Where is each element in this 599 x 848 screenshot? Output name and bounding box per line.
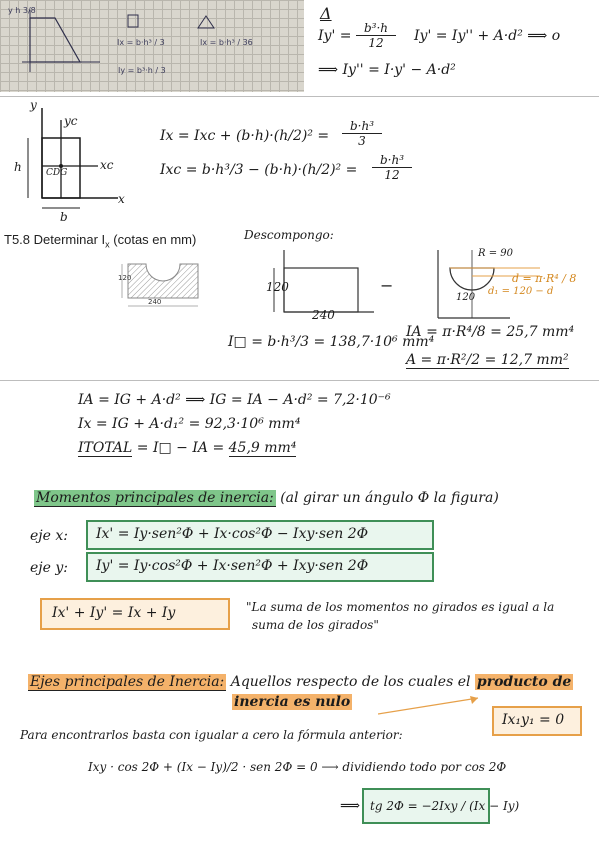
ixc-frac-num: b·h³ [372,153,412,168]
axis-xc-label: xc [100,158,114,172]
d1-label: d₁ = 120 − d [488,286,554,297]
tg-formula: tg 2Φ = −2Ixy / (Ix − Iy) [370,799,520,813]
u-dim-width: 240 [148,298,162,306]
divider-2 [0,380,599,381]
axis-y-caption: eje y: [30,560,68,576]
arrow-to-box [378,690,488,720]
height-label: h [14,160,22,174]
ixy-zero-box [492,706,582,736]
ix-rect-result: I□ = b·h³/3 = 138,7·10⁶ mm⁴ [228,334,435,350]
ix-steiner-equation: Ix = Ixc + (b·h)·(h/2)² = [160,128,330,144]
ia-result: IA = π·R⁴/8 = 25,7 mm⁴ [406,324,575,340]
problem-title-rest: (cotas en mm) [109,232,197,247]
axis-x-caption: eje x: [30,528,68,544]
axes-desc-2: inercia es nulo [234,694,351,710]
axis-yc-label: yc [64,114,78,128]
problem-title-sub: x [105,239,110,250]
result-line-2: Ix = IG + A·d₁² = 92,3·10⁶ mm⁴ [78,416,301,432]
problem-title-main: T5.8 Determinar I [4,232,106,247]
cdg-label: CDG [46,168,68,178]
photo-line-3: Ix = b·h³ / 36 [200,38,253,47]
ix-fraction [342,119,382,148]
sum-note-1: "La suma de los momentos no girados es igual a la [246,600,555,614]
sum-box [40,598,230,630]
u-dim-height: 120 [118,274,132,282]
iy-double-prime: ⟹ Iy'' = I·y' − A·d² [318,62,456,78]
axis-y-label: y [30,98,37,112]
ix-frac-num: b·h³ [342,119,382,134]
itotal-expr: = I□ − IA = [132,440,229,456]
principal-title: Momentos principales de inercia: [36,490,274,506]
minus-sign: − [380,276,394,295]
find-text: Para encontrarlos basta con igualar a cero la fórmula anterior: [20,728,403,742]
rect-part-width: 240 [312,308,335,322]
formula-x-box [86,520,434,550]
axes-desc-1: Aquellos respecto de los cuales el [226,674,475,690]
itotal-label: ITOTAL [78,440,133,456]
photo-line-4: y h 3/8 [8,6,36,15]
sum-formula: Ix' + Iy' = Ix + Iy [52,605,176,621]
axes-heading [28,674,573,690]
result-line-3 [78,440,296,456]
ixc-equation: Ixc = b·h³/3 − (b·h)·(h/2)² = [160,162,358,178]
itotal-value: 45,9 mm⁴ [228,440,297,456]
radius-label: R = 90 [478,248,513,259]
photo-line-1: Ix = b·h³ / 3 [117,38,165,47]
semi-height: 120 [456,292,476,303]
ixy-zero: Ix₁y₁ = 0 [502,712,565,728]
principal-subtitle: (al girar un ángulo Φ la figura) [275,490,499,506]
base-label: b [60,210,68,224]
problem-title [4,232,196,250]
formula-y: Iy' = Iy·cos²Φ + Ix·sen²Φ + Ixy·sen 2Φ [96,558,369,574]
iy-prime-fraction [356,21,396,50]
result-line-1: IA = IG + A·d² ⟹ IG = IA − A·d² = 7,2·10⁻⁶ [78,392,391,408]
steiner-equation: Iy' = Iy'' + A·d² ⟹ o [414,28,561,44]
formula-y-box [86,552,434,582]
frac-den: 12 [368,36,384,50]
decompose-label: Descompongo: [244,228,334,242]
d-formula: d = π·R⁴ / 8 [512,272,577,285]
ixc-fraction [372,153,412,182]
photo-line-2: Iy = b³·h / 3 [118,66,166,75]
iy-prime-label: Iy' = [318,28,352,44]
sum-note-2: suma de los girados" [252,618,379,632]
ixc-frac-den: 12 [384,168,400,182]
rect-part-height: 120 [266,280,289,294]
notebook-photo [0,0,304,92]
frac-num: b³·h [356,21,396,36]
formula-x: Ix' = Iy·sen²Φ + Ix·cos²Φ − Ixy·sen 2Φ [96,526,369,542]
axes-title: Ejes principales de Inercia: [30,674,225,690]
u-section-figure [118,254,208,314]
ix-frac-den: 3 [358,134,366,148]
axes-desc-bold: producto de [476,674,572,690]
area-result: A = π·R²/2 = 12,7 mm² [406,352,569,368]
zero-equation: Ixy · cos 2Φ + (Ix − Iy)/2 · sen 2Φ = 0 ⟶ dividiendo todo por cos 2Φ [88,760,507,774]
divider [0,96,599,97]
triangle-label: Δ [320,4,332,23]
implies-arrow: ⟹ [340,798,361,814]
principal-heading [34,490,499,506]
tg-box [362,788,520,824]
axis-x-label: x [118,192,125,206]
